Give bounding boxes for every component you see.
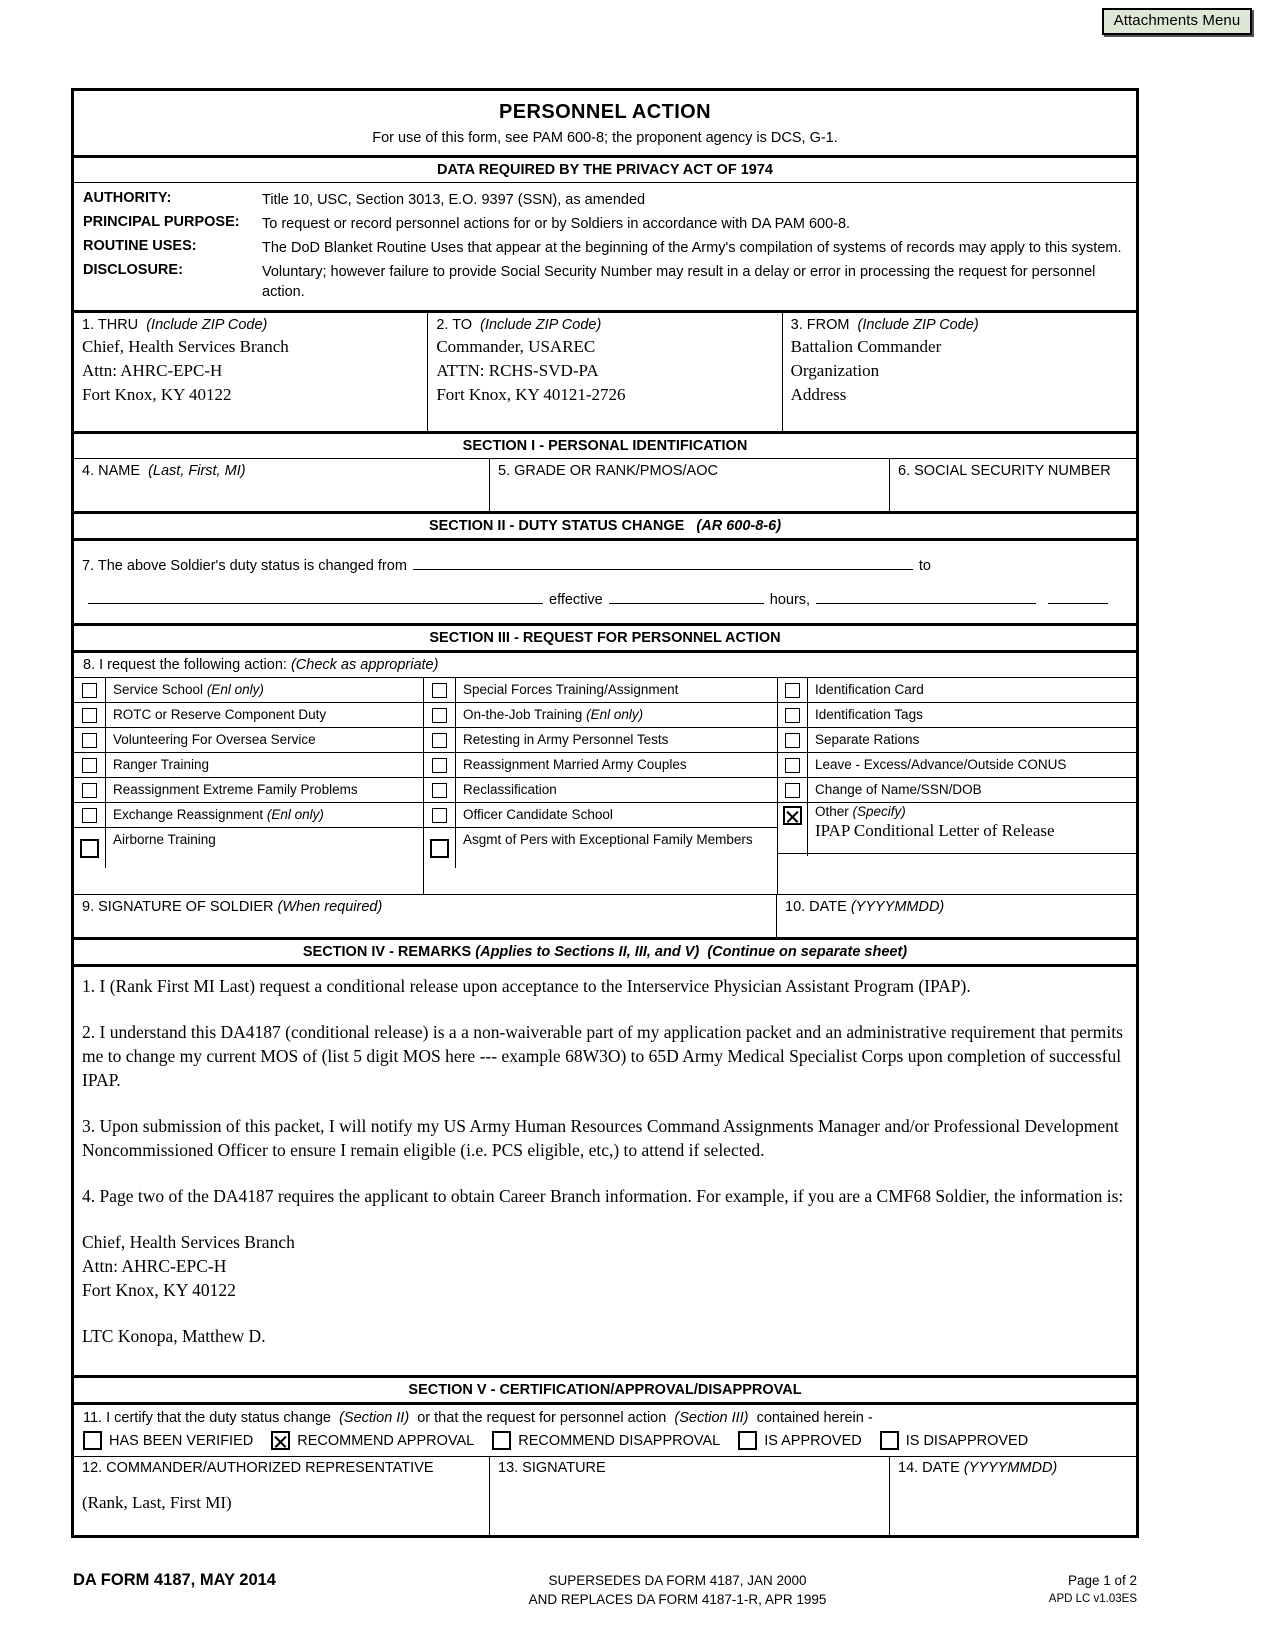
checkbox-cell[interactable] [424, 778, 456, 802]
action-row[interactable] [74, 678, 423, 702]
checkbox-change-of-name-ssn-dob[interactable] [785, 783, 800, 798]
field-from-caption: FROM [806, 317, 850, 333]
field-thru[interactable] [74, 313, 427, 431]
field-thru-line-2: Attn: AHRC-EPC-H [82, 361, 223, 380]
field-from-number: 3. [790, 317, 803, 333]
checkbox-asgmt-exceptional-family-members[interactable] [430, 839, 449, 858]
field-grade-rank-label: 5. GRADE OR RANK/PMOS/AOC [498, 463, 718, 479]
checkbox-retesting-army-personnel-tests[interactable] [432, 733, 447, 748]
action-label-text: Service School [113, 682, 204, 697]
action-row[interactable] [74, 752, 423, 777]
field-from[interactable] [782, 313, 1136, 431]
remarks-paragraph-3: 3. Upon submission of this packet, I will notify my US Army Human Resources Command Assignments Manager and/or Professional Development Noncommissioned Officer to ensure I remain eligible (i.e. PCS eligible, etc,) to attend if selected. [82, 1116, 1119, 1160]
field-to-line-1: Commander, USAREC [436, 337, 596, 356]
field-commander-representative-value: (Rank, Last, First MI) [82, 1493, 232, 1512]
option-recommend-approval[interactable] [271, 1431, 474, 1450]
item-7-label: 7. The above Soldier's duty status is changed from [82, 558, 407, 574]
option-is-approved-label: IS APPROVED [764, 1432, 862, 1449]
action-label-text: Special Forces Training/Assignment [463, 682, 679, 697]
checkbox-reassignment-extreme-family-problems[interactable] [82, 783, 97, 798]
checkbox-cell[interactable] [424, 753, 456, 777]
checkbox-cell[interactable] [74, 803, 106, 827]
section-1-banner: SECTION I - PERSONAL IDENTIFICATION [462, 438, 748, 454]
page-title: PERSONNEL ACTION [499, 101, 711, 123]
option-has-been-verified[interactable] [83, 1431, 253, 1450]
checkbox-cell[interactable] [424, 803, 456, 827]
field-soldier-signature[interactable] [74, 895, 777, 937]
action-label-text: Ranger Training [113, 757, 210, 772]
action-label [106, 803, 423, 827]
action-label [456, 728, 777, 752]
section-2-banner-hint: (AR 600-8-6) [696, 518, 782, 534]
field-to[interactable] [427, 313, 781, 431]
privacy-row-authority [74, 188, 1136, 212]
checkbox-cell[interactable] [778, 803, 808, 856]
action-label-text: Change of Name/SSN/DOB [815, 782, 982, 797]
checkbox-leave-excess-advance-outside-conus[interactable] [785, 758, 800, 773]
form-footer [71, 1571, 1139, 1609]
field-thru-header [82, 317, 427, 333]
action-label [456, 753, 777, 777]
checkbox-cell[interactable] [424, 828, 456, 868]
privacy-row-routine-uses [74, 236, 1136, 260]
field-soldier-signature-hint: (When required) [277, 899, 383, 915]
footer-apd-version: APD LC v1.03ES [1048, 1593, 1137, 1605]
privacy-row-principal-purpose [74, 212, 1136, 236]
action-label-text: ROTC or Reserve Component Duty [113, 707, 327, 722]
checkbox-cell[interactable] [778, 778, 808, 802]
checkbox-reclassification[interactable] [432, 783, 447, 798]
action-label-text: Separate Rations [815, 732, 920, 747]
option-recommend-disapproval[interactable] [492, 1431, 720, 1450]
option-is-approved[interactable] [738, 1431, 862, 1450]
section-1-fields [74, 459, 1136, 511]
item-8-line [74, 653, 1136, 677]
effective-date-input[interactable] [609, 587, 764, 604]
checkbox-recommend-approval[interactable] [271, 1431, 290, 1450]
action-label-text: Identification Tags [815, 707, 923, 722]
remarks-paragraph-1: 1. I (Rank First MI Last) request a conditional release upon acceptance to the Interservice Physician Assistant Program (IPAP). [82, 976, 971, 996]
attachments-menu-button[interactable]: Attachments Menu [1102, 8, 1253, 35]
action-row[interactable] [424, 827, 777, 868]
action-label [808, 728, 1136, 752]
footer-page-info [937, 1571, 1139, 1609]
action-label-hint: (Enl only) [206, 682, 264, 697]
action-label [808, 678, 1136, 702]
field-from-line-1: Battalion Commander [790, 337, 942, 356]
action-row[interactable] [74, 802, 423, 827]
section-2-banner [74, 514, 1136, 538]
action-label-text: Reassignment Married Army Couples [463, 757, 687, 772]
checkbox-on-the-job-training[interactable] [432, 708, 447, 723]
field-from-header [791, 317, 1136, 333]
field-to-caption: TO [452, 317, 473, 333]
checkbox-cell[interactable] [74, 728, 106, 752]
section-4-banner-hint-2: (Continue on separate sheet) [707, 944, 908, 960]
field-ssn[interactable] [889, 459, 1136, 511]
field-thru-number: 1. [82, 317, 95, 333]
duty-status-line-1 [82, 553, 1128, 574]
privacy-act-body [74, 183, 1136, 310]
checkbox-officer-candidate-school[interactable] [432, 808, 447, 823]
action-label [456, 778, 777, 802]
field-soldier-date[interactable] [777, 895, 1136, 937]
footer-page-label: Page 1 of 2 [1067, 1573, 1137, 1588]
checkbox-cell[interactable] [74, 753, 106, 777]
checkbox-is-approved[interactable] [738, 1431, 757, 1450]
field-name[interactable] [74, 459, 489, 511]
field-from-hint: (Include ZIP Code) [857, 317, 979, 333]
item-11-part-2: or that the request for personnel action [417, 1410, 667, 1426]
action-label [808, 778, 1136, 802]
action-label [106, 678, 423, 702]
privacy-label-routine-uses: ROUTINE USES: [83, 238, 197, 254]
remarks-address-line-3: Fort Knox, KY 40122 [82, 1280, 236, 1300]
checkbox-is-disapproved[interactable] [880, 1431, 899, 1450]
field-ssn-label: 6. SOCIAL SECURITY NUMBER [898, 463, 1111, 479]
field-to-header [436, 317, 781, 333]
form-subtitle: For use of this form, see PAM 600-8; the proponent agency is DCS, G-1. [372, 130, 838, 146]
action-column-b [423, 678, 777, 894]
section-4-banner [74, 940, 1136, 964]
hours-label: hours, [769, 592, 811, 608]
checkbox-special-forces-training[interactable] [432, 683, 447, 698]
action-label [106, 778, 423, 802]
field-to-value [436, 335, 781, 407]
option-recommend-approval-label: RECOMMEND APPROVAL [297, 1432, 475, 1449]
field-soldier-signature-label: 9. SIGNATURE OF SOLDIER [82, 899, 274, 915]
remarks-point-of-contact: LTC Konopa, Matthew D. [82, 1326, 266, 1346]
privacy-text-routine-uses: The DoD Blanket Routine Uses that appear at the beginning of the Army's compilation of systems of records may apply to this system. [262, 240, 1122, 256]
action-label [808, 753, 1136, 777]
duty-status-line-2 [82, 587, 1128, 608]
checkbox-volunteering-oversea-service[interactable] [82, 733, 97, 748]
item-8-label: 8. I request the following action: [83, 657, 287, 673]
checkbox-cell[interactable] [74, 703, 106, 727]
action-row[interactable] [778, 702, 1136, 727]
action-label-text: Exchange Reassignment [113, 807, 264, 822]
action-row[interactable] [778, 678, 1136, 702]
checkbox-cell[interactable] [74, 828, 106, 868]
checkbox-exchange-reassignment[interactable] [82, 808, 97, 823]
checkbox-cell[interactable] [778, 728, 808, 752]
action-label [456, 828, 777, 868]
action-row[interactable] [424, 678, 777, 702]
privacy-text-authority: Title 10, USC, Section 3013, E.O. 9397 (SSN), as amended [262, 192, 646, 208]
checkbox-cell[interactable] [74, 678, 106, 702]
action-row[interactable] [424, 752, 777, 777]
action-label-text: Identification Card [815, 682, 924, 697]
action-row[interactable] [424, 777, 777, 802]
commander-row [74, 1457, 1136, 1535]
checkbox-has-been-verified[interactable] [83, 1431, 102, 1450]
field-commander-representative-label: 12. COMMANDER/AUTHORIZED REPRESENTATIVE [82, 1460, 434, 1476]
section-3-banner: SECTION III - REQUEST FOR PERSONNEL ACTION [429, 630, 781, 646]
checkbox-identification-card[interactable] [785, 683, 800, 698]
footer-supersedes [418, 1571, 937, 1609]
action-checkbox-grid [74, 678, 1136, 894]
privacy-label-authority: AUTHORITY: [83, 190, 172, 206]
privacy-act-heading: DATA REQUIRED BY THE PRIVACY ACT OF 1974 [437, 162, 773, 178]
field-name-hint: (Last, First, MI) [148, 463, 246, 479]
action-row[interactable] [778, 752, 1136, 777]
field-commander-signature[interactable] [489, 1457, 889, 1535]
action-column-c [777, 678, 1136, 894]
item-11-part-3: contained herein - [756, 1410, 873, 1426]
section-2-body [74, 541, 1136, 623]
remarks-paragraph-4: 4. Page two of the DA4187 requires the applicant to obtain Career Branch information. For example, if you are a CMF68 Soldier, the information is: [82, 1186, 1124, 1206]
field-to-line-3: Fort Knox, KY 40121-2726 [436, 385, 626, 404]
action-row[interactable] [424, 802, 777, 827]
action-row[interactable] [74, 827, 423, 868]
field-from-line-3: Address [790, 385, 847, 404]
action-label-text: Reclassification [463, 782, 557, 797]
certification-options [74, 1429, 1136, 1456]
action-label-text: Officer Candidate School [463, 807, 613, 822]
option-is-disapproved-label: IS DISAPPROVED [905, 1432, 1029, 1449]
checkbox-recommend-disapproval[interactable] [492, 1431, 511, 1450]
checkbox-reassignment-married-army-couples[interactable] [432, 758, 447, 773]
action-label-text: Reassignment Extreme Family Problems [113, 782, 358, 797]
checkbox-cell[interactable] [778, 753, 808, 777]
action-label [106, 728, 423, 752]
checkbox-cell[interactable] [424, 728, 456, 752]
footer-form-id: DA FORM 4187, MAY 2014 [73, 1571, 276, 1589]
action-row[interactable] [74, 702, 423, 727]
item-11-hint-2: (Section III) [674, 1410, 749, 1426]
checkbox-other-specify[interactable] [783, 806, 802, 825]
action-label-text: Asgmt of Pers with Exceptional Family Members [463, 832, 753, 847]
checkbox-rotc-reserve-component-duty[interactable] [82, 708, 97, 723]
field-to-number: 2. [436, 317, 449, 333]
duty-status-from-input[interactable] [413, 553, 913, 570]
other-specified-value[interactable]: IPAP Conditional Letter of Release [815, 821, 1055, 840]
footer-supersedes-line-1: SUPERSEDES DA FORM 4187, JAN 2000 [548, 1573, 807, 1588]
action-label [808, 703, 1136, 727]
attachments-menu-bar [1087, 8, 1267, 35]
field-from-line-2: Organization [790, 361, 880, 380]
footer-supersedes-line-2: AND REPLACES DA FORM 4187-1-R, APR 1995 [528, 1592, 827, 1607]
action-row[interactable] [74, 777, 423, 802]
action-label-other [808, 803, 1136, 842]
field-from-value [791, 335, 1136, 407]
field-thru-hint: (Include ZIP Code) [146, 317, 268, 333]
action-row[interactable] [778, 727, 1136, 752]
remarks-address-line-1: Chief, Health Services Branch [82, 1232, 295, 1252]
field-soldier-date-hint: (YYYYMMDD) [850, 899, 945, 915]
checkbox-separate-rations[interactable] [785, 733, 800, 748]
action-column-a [74, 678, 423, 894]
checkbox-ranger-training[interactable] [82, 758, 97, 773]
soldier-signature-row [74, 895, 1136, 937]
field-soldier-date-label: 10. DATE [785, 899, 847, 915]
field-to-hint: (Include ZIP Code) [480, 317, 602, 333]
other-label-text: Other [815, 804, 849, 819]
field-name-label: 4. NAME [82, 463, 141, 479]
section-4-banner-hint-1: (Applies to Sections II, III, and V) [475, 944, 700, 960]
action-label-text: Airborne Training [113, 832, 216, 847]
duty-status-trailing-input[interactable] [1048, 587, 1108, 604]
checkbox-cell[interactable] [778, 678, 808, 702]
action-label [456, 678, 777, 702]
remarks-textarea[interactable] [74, 967, 1136, 1375]
privacy-text-disclosure: Voluntary; however failure to provide Social Security Number may result in a delay or error in processing the request for personnel action. [262, 264, 1096, 300]
effective-label: effective [549, 592, 603, 608]
field-commander-date-hint: (YYYYMMDD) [963, 1460, 1058, 1476]
action-label-text: Retesting in Army Personnel Tests [463, 732, 669, 747]
privacy-row-disclosure [74, 260, 1136, 304]
action-label-hint: (Enl only) [586, 707, 644, 722]
item-11-hint-1: (Section II) [339, 1410, 410, 1426]
privacy-label-principal-purpose: PRINCIPAL PURPOSE: [83, 214, 240, 230]
other-label-hint: (Specify) [852, 804, 906, 819]
field-thru-value [82, 335, 427, 407]
field-thru-caption: THRU [97, 317, 139, 333]
section-5-banner: SECTION V - CERTIFICATION/APPROVAL/DISAPPROVAL [408, 1382, 802, 1398]
field-grade-rank[interactable] [489, 459, 889, 511]
da-form-4187 [71, 88, 1139, 1538]
field-commander-date-label: 14. DATE [898, 1460, 960, 1476]
item-11-line [74, 1405, 1136, 1429]
remarks-paragraph-2: 2. I understand this DA4187 (conditional release) is a a non-waiverable part of my application packet and an administrative requirement that permits me to change my current MOS of (list 5 digit MOS here --- example 68W3O) to 65D Army Medical Specialist Corps upon completion of successful IPAP. [82, 1022, 1123, 1090]
hours-input[interactable] [816, 587, 1036, 604]
form-title-block [74, 91, 1136, 155]
field-thru-line-1: Chief, Health Services Branch [82, 337, 289, 356]
action-label [106, 828, 423, 868]
action-row[interactable] [424, 702, 777, 727]
item-7-to-label: to [918, 558, 931, 574]
field-thru-line-3: Fort Knox, KY 40122 [82, 385, 232, 404]
checkbox-service-school[interactable] [82, 683, 97, 698]
checkbox-cell[interactable] [74, 778, 106, 802]
action-label-text: Volunteering For Oversea Service [113, 732, 316, 747]
section-4-banner-text: SECTION IV - REMARKS [302, 944, 472, 960]
duty-status-to-input[interactable] [88, 587, 543, 604]
action-label [106, 753, 423, 777]
option-recommend-disapproval-label: RECOMMEND DISAPPROVAL [518, 1432, 721, 1449]
checkbox-cell[interactable] [424, 703, 456, 727]
item-8-hint: (Check as appropriate) [290, 657, 439, 673]
action-row-spacer-label [778, 854, 1136, 894]
checkbox-cell[interactable] [424, 678, 456, 702]
action-label-hint: (Enl only) [266, 807, 324, 822]
other-label-line [815, 803, 1136, 820]
privacy-text-principal-purpose: To request or record personnel actions for or by Soldiers in accordance with DA PAM 600-8. [262, 216, 851, 232]
field-commander-date[interactable] [889, 1457, 1136, 1535]
item-11-part-1: 11. I certify that the duty status change [83, 1410, 331, 1426]
section-2-banner-text: SECTION II - DUTY STATUS CHANGE [428, 518, 685, 534]
routing-addresses [74, 313, 1136, 431]
action-row[interactable] [424, 727, 777, 752]
option-has-been-verified-label: HAS BEEN VERIFIED [109, 1432, 254, 1449]
field-to-line-2: ATTN: RCHS-SVD-PA [436, 361, 599, 380]
remarks-address-block [82, 1230, 1128, 1302]
action-row-other[interactable] [778, 802, 1136, 853]
action-row[interactable] [74, 727, 423, 752]
action-row-spacer [778, 853, 1136, 894]
action-label [106, 703, 423, 727]
option-is-disapproved[interactable] [880, 1431, 1028, 1450]
action-label-text: On-the-Job Training [463, 707, 583, 722]
remarks-address-line-2: Attn: AHRC-EPC-H [82, 1256, 227, 1276]
action-label [456, 803, 777, 827]
checkbox-identification-tags[interactable] [785, 708, 800, 723]
action-label [456, 703, 777, 727]
field-commander-signature-label: 13. SIGNATURE [498, 1460, 606, 1476]
action-row[interactable] [778, 777, 1136, 802]
checkbox-airborne-training[interactable] [80, 839, 99, 858]
action-label-text: Leave - Excess/Advance/Outside CONUS [815, 757, 1067, 772]
privacy-label-disclosure: DISCLOSURE: [83, 262, 183, 278]
checkbox-cell[interactable] [778, 703, 808, 727]
field-commander-representative[interactable] [74, 1457, 489, 1535]
